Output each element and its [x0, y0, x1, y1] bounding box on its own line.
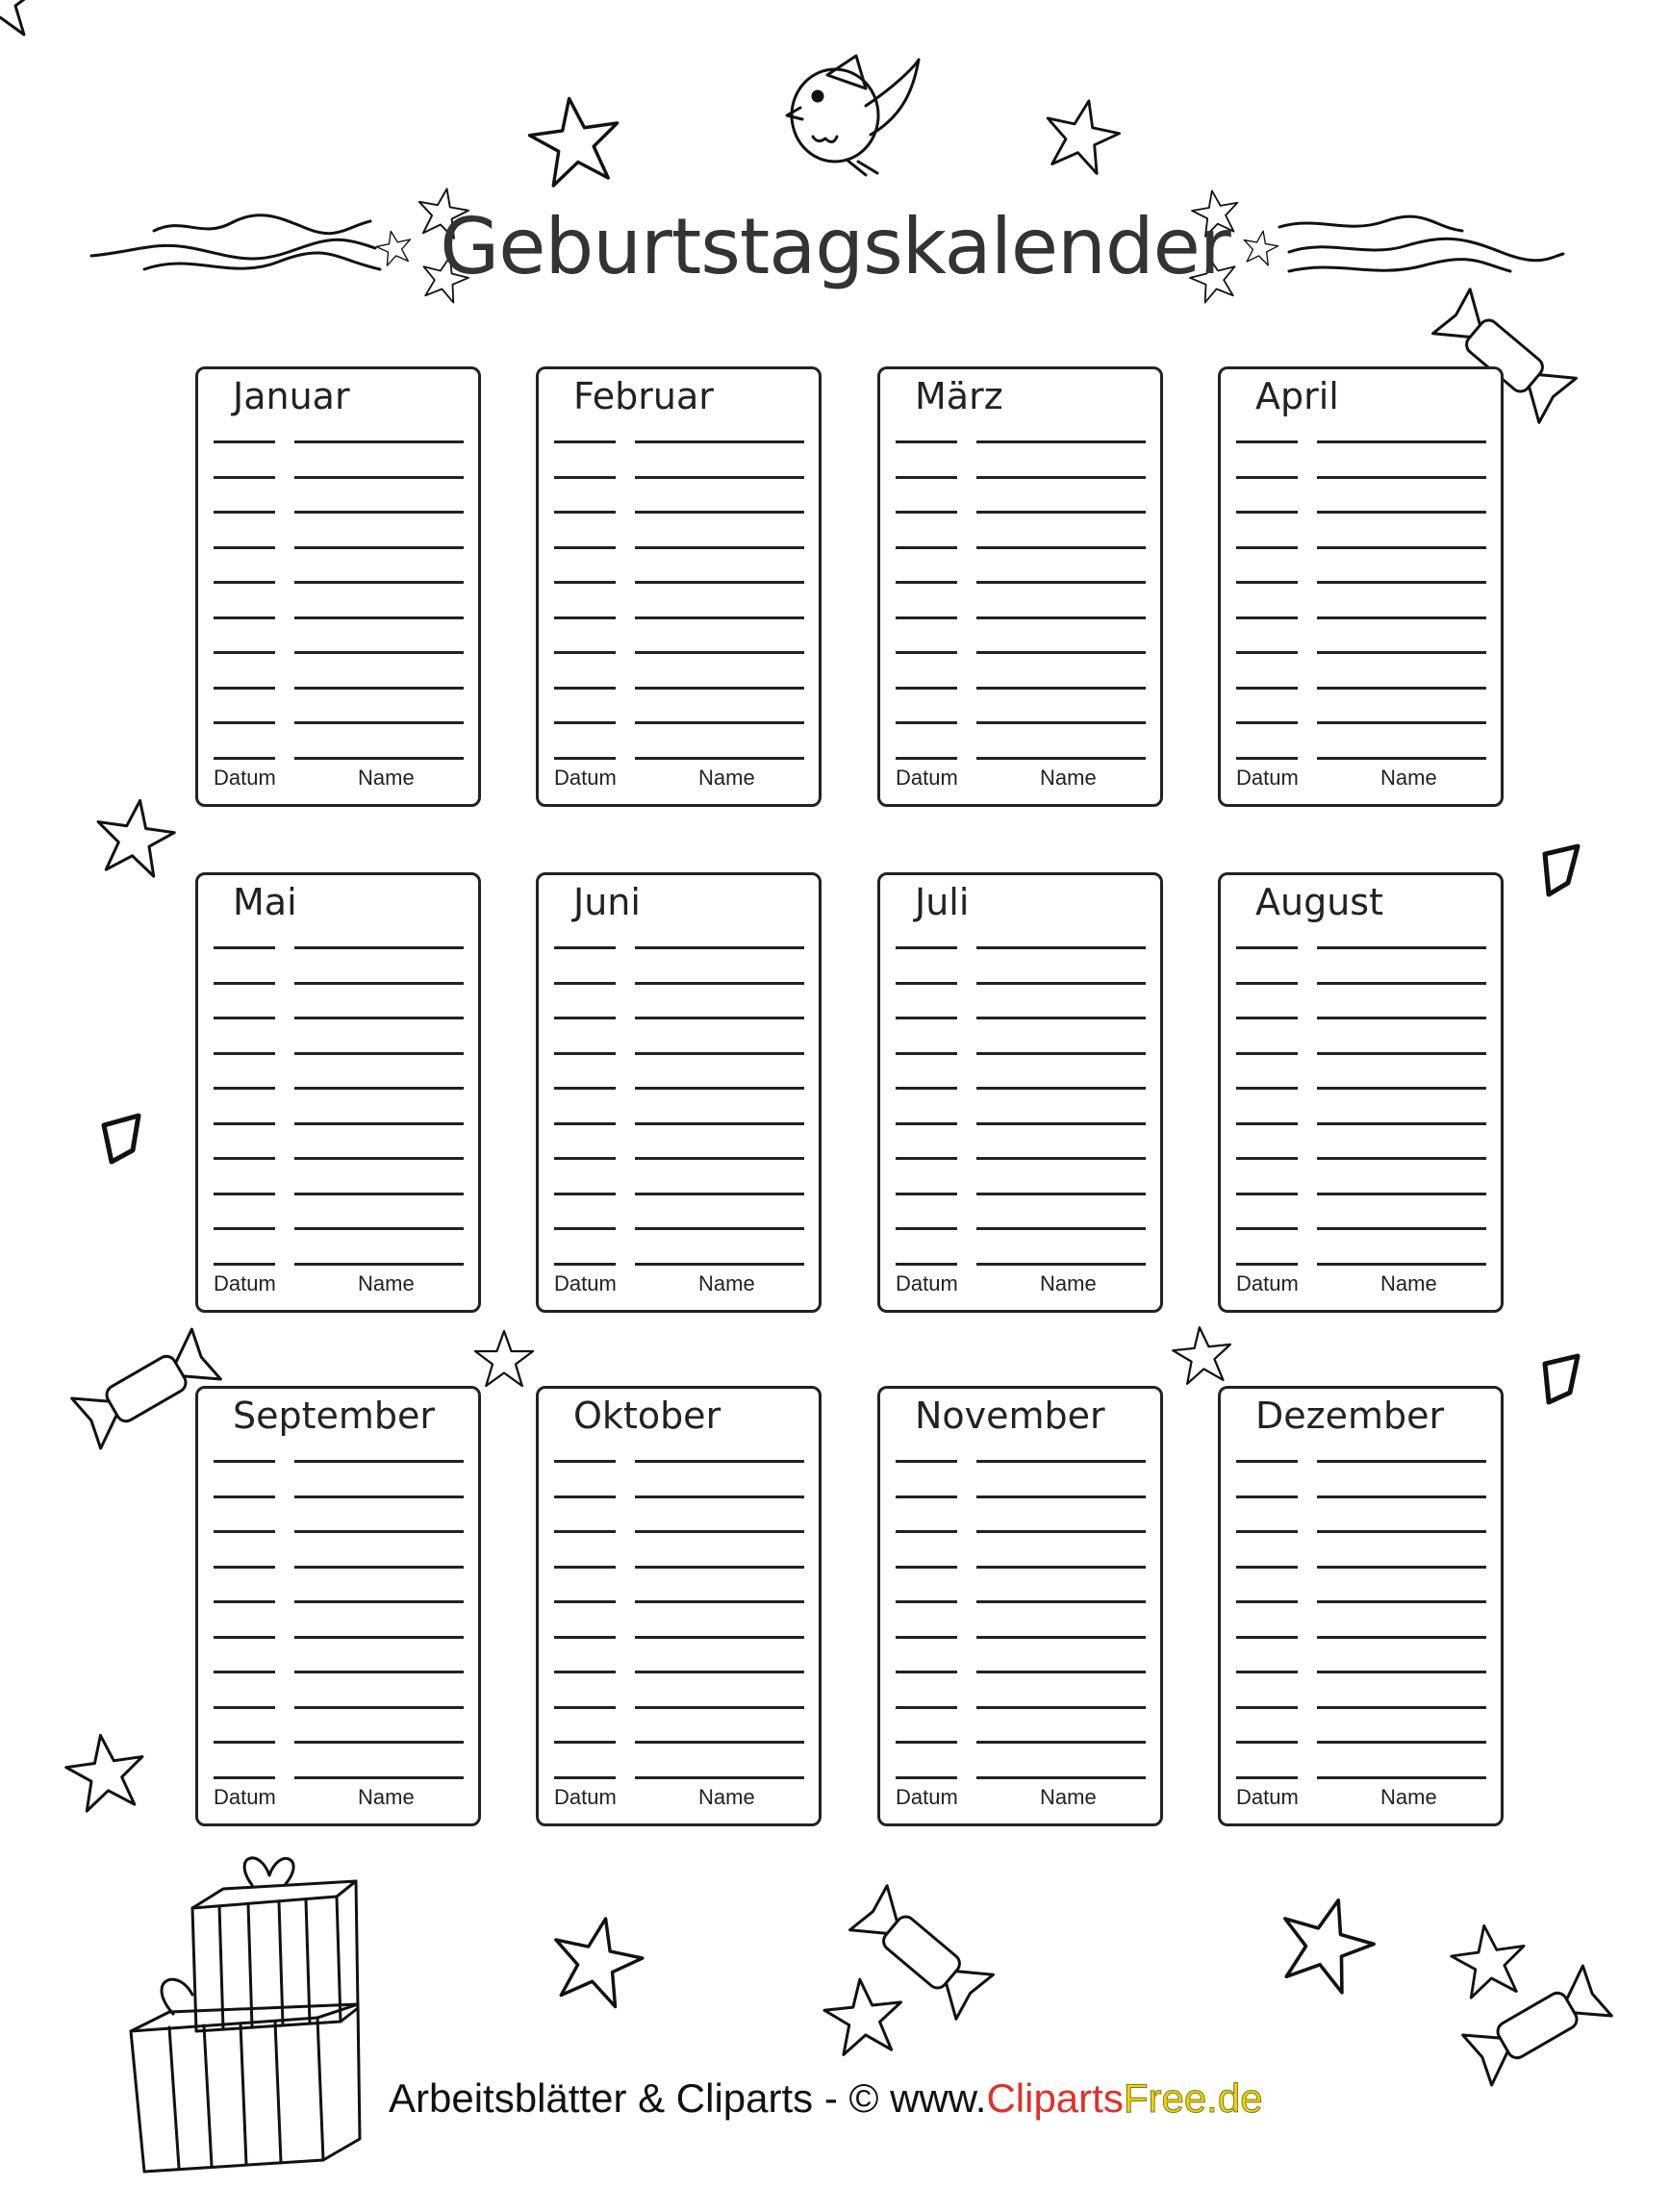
name-column-label: Name — [1380, 1271, 1437, 1295]
date-entry-line[interactable] — [554, 1776, 616, 1779]
month-card — [536, 1386, 822, 1826]
date-entry-line[interactable] — [896, 946, 957, 949]
name-entry-line[interactable] — [294, 1671, 464, 1673]
date-column-label: Datum — [896, 1785, 958, 1809]
date-entry-line[interactable] — [896, 1600, 957, 1603]
date-entry-line[interactable] — [554, 1087, 616, 1090]
date-entry-line[interactable] — [554, 581, 616, 584]
date-entry-line[interactable] — [214, 1157, 275, 1160]
date-entry-line[interactable] — [896, 757, 957, 760]
date-entry-line[interactable] — [214, 1530, 275, 1533]
name-entry-line[interactable] — [294, 1776, 464, 1779]
date-entry-line[interactable] — [896, 546, 957, 549]
party-bird-icon — [787, 56, 919, 175]
date-entry-line[interactable] — [214, 1636, 275, 1639]
name-entry-line[interactable] — [635, 581, 804, 584]
name-entry-line[interactable] — [976, 1263, 1146, 1266]
name-entry-line[interactable] — [976, 476, 1146, 479]
name-column-label: Name — [358, 1785, 415, 1809]
name-entry-line[interactable] — [294, 946, 464, 949]
date-column-label: Datum — [214, 766, 276, 790]
date-entry-line[interactable] — [554, 476, 616, 479]
month-card — [1218, 366, 1504, 807]
date-entry-line[interactable] — [896, 1193, 957, 1195]
date-entry-line[interactable] — [214, 1671, 275, 1673]
name-entry-line[interactable] — [976, 757, 1146, 760]
name-entry-line[interactable] — [635, 1193, 804, 1195]
date-entry-line[interactable] — [214, 1017, 275, 1019]
date-entry-line[interactable] — [896, 651, 957, 654]
name-entry-line[interactable] — [635, 1530, 804, 1533]
date-entry-line[interactable] — [1236, 982, 1298, 985]
date-entry-line[interactable] — [896, 440, 957, 443]
date-entry-line[interactable] — [1236, 1530, 1298, 1533]
date-entry-line[interactable] — [554, 721, 616, 724]
date-entry-line[interactable] — [896, 1157, 957, 1160]
name-entry-line[interactable] — [976, 1566, 1146, 1569]
name-entry-line[interactable] — [1317, 946, 1486, 949]
name-entry-line[interactable] — [635, 476, 804, 479]
name-entry-line[interactable] — [635, 757, 804, 760]
name-entry-line[interactable] — [635, 982, 804, 985]
name-entry-line[interactable] — [294, 616, 464, 619]
date-entry-line[interactable] — [554, 687, 616, 690]
name-entry-line[interactable] — [635, 721, 804, 724]
month-card — [195, 872, 481, 1313]
date-entry-line[interactable] — [554, 1496, 616, 1498]
date-entry-line[interactable] — [554, 946, 616, 949]
page-title: Geburtstagskalender — [440, 202, 1230, 291]
name-entry-line[interactable] — [1317, 1122, 1486, 1125]
name-entry-line[interactable] — [1317, 1460, 1486, 1463]
name-entry-line[interactable] — [635, 1157, 804, 1160]
name-entry-line[interactable] — [1317, 1496, 1486, 1498]
date-entry-line[interactable] — [214, 1776, 275, 1779]
name-entry-line[interactable] — [294, 476, 464, 479]
month-title: Juli — [915, 881, 970, 923]
name-entry-line[interactable] — [635, 511, 804, 514]
date-entry-line[interactable] — [554, 1741, 616, 1744]
month-card — [1218, 1386, 1504, 1826]
name-entry-line[interactable] — [294, 1530, 464, 1533]
name-entry-line[interactable] — [1317, 440, 1486, 443]
date-entry-line[interactable] — [1236, 1600, 1298, 1603]
date-entry-line[interactable] — [554, 1460, 616, 1463]
date-entry-line[interactable] — [214, 1706, 275, 1709]
name-entry-line[interactable] — [294, 1636, 464, 1639]
name-column-label: Name — [1380, 766, 1437, 790]
date-entry-line[interactable] — [554, 546, 616, 549]
date-entry-line[interactable] — [1236, 1157, 1298, 1160]
month-title: März — [915, 375, 1003, 417]
name-entry-line[interactable] — [635, 1052, 804, 1055]
name-entry-line[interactable] — [976, 1087, 1146, 1090]
name-entry-line[interactable] — [976, 1741, 1146, 1744]
date-entry-line[interactable] — [554, 440, 616, 443]
name-entry-line[interactable] — [635, 1636, 804, 1639]
name-entry-line[interactable] — [294, 1227, 464, 1230]
name-entry-line[interactable] — [635, 616, 804, 619]
date-entry-line[interactable] — [896, 581, 957, 584]
name-entry-line[interactable] — [294, 757, 464, 760]
date-column-label: Datum — [1236, 766, 1299, 790]
month-card — [877, 872, 1163, 1313]
date-entry-line[interactable] — [214, 1122, 275, 1125]
date-column-label: Datum — [1236, 1785, 1299, 1809]
date-entry-line[interactable] — [554, 616, 616, 619]
date-column-label: Datum — [1236, 1271, 1299, 1295]
name-entry-line[interactable] — [1317, 1193, 1486, 1195]
month-title: Juni — [573, 881, 641, 923]
date-column-label: Datum — [554, 1271, 617, 1295]
date-entry-line[interactable] — [1236, 1263, 1298, 1266]
name-entry-line[interactable] — [976, 1530, 1146, 1533]
name-entry-line[interactable] — [294, 1600, 464, 1603]
name-entry-line[interactable] — [294, 1263, 464, 1266]
date-entry-line[interactable] — [1236, 1122, 1298, 1125]
name-entry-line[interactable] — [635, 440, 804, 443]
month-card — [536, 366, 822, 807]
name-entry-line[interactable] — [976, 546, 1146, 549]
month-title: November — [915, 1395, 1105, 1437]
date-entry-line[interactable] — [1236, 476, 1298, 479]
name-entry-line[interactable] — [635, 1087, 804, 1090]
date-entry-line[interactable] — [1236, 581, 1298, 584]
name-column-label: Name — [358, 1271, 415, 1295]
name-entry-line[interactable] — [976, 440, 1146, 443]
name-entry-line[interactable] — [976, 687, 1146, 690]
date-entry-line[interactable] — [554, 651, 616, 654]
name-entry-line[interactable] — [1317, 1052, 1486, 1055]
name-column-label: Name — [1040, 766, 1097, 790]
name-entry-line[interactable] — [635, 1122, 804, 1125]
gift-boxes-icon — [131, 1858, 360, 2172]
name-entry-line[interactable] — [294, 721, 464, 724]
name-entry-line[interactable] — [294, 1193, 464, 1195]
date-entry-line[interactable] — [554, 511, 616, 514]
date-entry-line[interactable] — [214, 616, 275, 619]
name-entry-line[interactable] — [1317, 982, 1486, 985]
name-entry-line[interactable] — [635, 546, 804, 549]
month-title: Februar — [573, 375, 714, 417]
date-entry-line[interactable] — [554, 1052, 616, 1055]
month-card — [536, 872, 822, 1313]
date-entry-line[interactable] — [1236, 687, 1298, 690]
name-entry-line[interactable] — [635, 946, 804, 949]
date-entry-line[interactable] — [554, 1636, 616, 1639]
date-entry-line[interactable] — [1236, 757, 1298, 760]
name-entry-line[interactable] — [1317, 1017, 1486, 1019]
date-entry-line[interactable] — [1236, 721, 1298, 724]
name-entry-line[interactable] — [294, 1122, 464, 1125]
month-card — [195, 366, 481, 807]
name-entry-line[interactable] — [635, 1227, 804, 1230]
name-entry-line[interactable] — [635, 1460, 804, 1463]
date-column-label: Datum — [896, 1271, 958, 1295]
month-title: Januar — [233, 375, 350, 417]
month-title: Mai — [233, 881, 297, 923]
date-entry-line[interactable] — [554, 1671, 616, 1673]
date-entry-line[interactable] — [214, 1193, 275, 1195]
month-card — [877, 366, 1163, 807]
date-entry-line[interactable] — [214, 1600, 275, 1603]
date-entry-line[interactable] — [554, 1122, 616, 1125]
date-entry-line[interactable] — [896, 511, 957, 514]
name-entry-line[interactable] — [976, 1193, 1146, 1195]
name-column-label: Name — [1380, 1785, 1437, 1809]
date-column-label: Datum — [214, 1785, 276, 1809]
name-entry-line[interactable] — [976, 581, 1146, 584]
name-entry-line[interactable] — [1317, 1671, 1486, 1673]
date-entry-line[interactable] — [896, 1017, 957, 1019]
date-entry-line[interactable] — [896, 1706, 957, 1709]
name-column-label: Name — [698, 1271, 755, 1295]
name-entry-line[interactable] — [1317, 476, 1486, 479]
date-entry-line[interactable] — [554, 982, 616, 985]
name-entry-line[interactable] — [976, 946, 1146, 949]
name-entry-line[interactable] — [635, 1566, 804, 1569]
name-entry-line[interactable] — [976, 1052, 1146, 1055]
name-entry-line[interactable] — [294, 1706, 464, 1709]
date-entry-line[interactable] — [214, 651, 275, 654]
date-entry-line[interactable] — [214, 1566, 275, 1569]
date-entry-line[interactable] — [554, 1263, 616, 1266]
date-entry-line[interactable] — [1236, 651, 1298, 654]
month-card — [195, 1386, 481, 1826]
name-entry-line[interactable] — [294, 1052, 464, 1055]
date-entry-line[interactable] — [214, 1052, 275, 1055]
date-entry-line[interactable] — [896, 616, 957, 619]
name-entry-line[interactable] — [976, 511, 1146, 514]
name-entry-line[interactable] — [976, 721, 1146, 724]
date-entry-line[interactable] — [554, 1530, 616, 1533]
name-entry-line[interactable] — [635, 1706, 804, 1709]
month-card — [1218, 872, 1504, 1313]
name-entry-line[interactable] — [1317, 1087, 1486, 1090]
date-entry-line[interactable] — [1236, 440, 1298, 443]
date-entry-line[interactable] — [554, 1157, 616, 1160]
date-entry-line[interactable] — [1236, 1496, 1298, 1498]
date-entry-line[interactable] — [554, 1227, 616, 1230]
name-entry-line[interactable] — [976, 1460, 1146, 1463]
name-entry-line[interactable] — [294, 982, 464, 985]
date-column-label: Datum — [896, 766, 958, 790]
name-entry-line[interactable] — [1317, 721, 1486, 724]
date-entry-line[interactable] — [896, 1087, 957, 1090]
date-entry-line[interactable] — [1236, 1636, 1298, 1639]
name-entry-line[interactable] — [976, 1157, 1146, 1160]
date-entry-line[interactable] — [1236, 511, 1298, 514]
name-entry-line[interactable] — [1317, 1263, 1486, 1266]
footer-brand-yellow: Free.de — [1123, 2075, 1263, 2121]
name-entry-line[interactable] — [294, 1496, 464, 1498]
date-entry-line[interactable] — [214, 946, 275, 949]
name-column-label: Name — [1040, 1271, 1097, 1295]
date-entry-line[interactable] — [214, 1460, 275, 1463]
name-entry-line[interactable] — [1317, 546, 1486, 549]
month-title: Dezember — [1255, 1395, 1445, 1437]
name-entry-line[interactable] — [1317, 1227, 1486, 1230]
name-entry-line[interactable] — [635, 687, 804, 690]
date-entry-line[interactable] — [896, 1122, 957, 1125]
name-entry-line[interactable] — [1317, 581, 1486, 584]
name-entry-line[interactable] — [976, 1227, 1146, 1230]
name-entry-line[interactable] — [1317, 651, 1486, 654]
name-column-label: Name — [698, 1785, 755, 1809]
date-entry-line[interactable] — [896, 1227, 957, 1230]
name-entry-line[interactable] — [1317, 1636, 1486, 1639]
date-entry-line[interactable] — [896, 1460, 957, 1463]
name-entry-line[interactable] — [294, 1087, 464, 1090]
date-entry-line[interactable] — [896, 1530, 957, 1533]
name-entry-line[interactable] — [294, 687, 464, 690]
footer-prefix: Arbeitsblätter & Cliparts - © www. — [389, 2075, 987, 2121]
date-entry-line[interactable] — [896, 1052, 957, 1055]
name-entry-line[interactable] — [1317, 1706, 1486, 1709]
date-entry-line[interactable] — [214, 1227, 275, 1230]
name-entry-line[interactable] — [294, 511, 464, 514]
month-card — [877, 1386, 1163, 1826]
name-entry-line[interactable] — [635, 1600, 804, 1603]
name-entry-line[interactable] — [635, 1776, 804, 1779]
date-entry-line[interactable] — [1236, 1087, 1298, 1090]
date-entry-line[interactable] — [1236, 1566, 1298, 1569]
name-entry-line[interactable] — [976, 651, 1146, 654]
date-entry-line[interactable] — [896, 1566, 957, 1569]
name-column-label: Name — [1040, 1785, 1097, 1809]
date-entry-line[interactable] — [896, 1741, 957, 1744]
name-entry-line[interactable] — [1317, 757, 1486, 760]
name-entry-line[interactable] — [1317, 1741, 1486, 1744]
name-entry-line[interactable] — [976, 1636, 1146, 1639]
date-entry-line[interactable] — [554, 1600, 616, 1603]
name-entry-line[interactable] — [635, 1263, 804, 1266]
name-entry-line[interactable] — [976, 1017, 1146, 1019]
date-entry-line[interactable] — [214, 546, 275, 549]
date-entry-line[interactable] — [896, 982, 957, 985]
date-entry-line[interactable] — [896, 1263, 957, 1266]
name-entry-line[interactable] — [976, 1496, 1146, 1498]
name-entry-line[interactable] — [635, 1017, 804, 1019]
name-entry-line[interactable] — [1317, 1600, 1486, 1603]
name-entry-line[interactable] — [1317, 1566, 1486, 1569]
name-entry-line[interactable] — [976, 1600, 1146, 1603]
month-title: September — [233, 1395, 436, 1437]
name-entry-line[interactable] — [294, 1741, 464, 1744]
name-entry-line[interactable] — [976, 1706, 1146, 1709]
date-entry-line[interactable] — [1236, 1671, 1298, 1673]
name-entry-line[interactable] — [294, 1566, 464, 1569]
date-entry-line[interactable] — [896, 1636, 957, 1639]
date-entry-line[interactable] — [214, 476, 275, 479]
name-entry-line[interactable] — [976, 616, 1146, 619]
star-icon — [0, 0, 38, 35]
name-column-label: Name — [698, 766, 755, 790]
name-entry-line[interactable] — [976, 1671, 1146, 1673]
date-entry-line[interactable] — [554, 1017, 616, 1019]
month-title: August — [1255, 881, 1383, 923]
name-entry-line[interactable] — [635, 1496, 804, 1498]
name-entry-line[interactable] — [294, 546, 464, 549]
name-entry-line[interactable] — [635, 651, 804, 654]
name-entry-line[interactable] — [1317, 616, 1486, 619]
date-column-label: Datum — [554, 766, 617, 790]
name-entry-line[interactable] — [1317, 1530, 1486, 1533]
date-entry-line[interactable] — [1236, 616, 1298, 619]
name-entry-line[interactable] — [294, 1157, 464, 1160]
date-entry-line[interactable] — [1236, 1460, 1298, 1463]
date-entry-line[interactable] — [1236, 1052, 1298, 1055]
name-entry-line[interactable] — [635, 1741, 804, 1744]
name-entry-line[interactable] — [1317, 511, 1486, 514]
date-entry-line[interactable] — [214, 1741, 275, 1744]
name-column-label: Name — [358, 766, 415, 790]
month-title: April — [1255, 375, 1339, 417]
date-column-label: Datum — [214, 1271, 276, 1295]
date-entry-line[interactable] — [554, 1706, 616, 1709]
name-entry-line[interactable] — [294, 440, 464, 443]
date-entry-line[interactable] — [1236, 1227, 1298, 1230]
name-entry-line[interactable] — [294, 1017, 464, 1019]
name-entry-line[interactable] — [294, 651, 464, 654]
date-entry-line[interactable] — [214, 1263, 275, 1266]
date-entry-line[interactable] — [214, 511, 275, 514]
month-title: Oktober — [573, 1395, 721, 1437]
date-entry-line[interactable] — [214, 721, 275, 724]
date-entry-line[interactable] — [1236, 946, 1298, 949]
date-entry-line[interactable] — [896, 1776, 957, 1779]
date-entry-line[interactable] — [214, 1087, 275, 1090]
date-entry-line[interactable] — [1236, 1193, 1298, 1195]
date-entry-line[interactable] — [896, 687, 957, 690]
date-entry-line[interactable] — [1236, 546, 1298, 549]
date-entry-line[interactable] — [214, 440, 275, 443]
date-entry-line[interactable] — [896, 476, 957, 479]
name-entry-line[interactable] — [1317, 1776, 1486, 1779]
name-entry-line[interactable] — [976, 1776, 1146, 1779]
date-entry-line[interactable] — [1236, 1706, 1298, 1709]
date-entry-line[interactable] — [214, 1496, 275, 1498]
date-entry-line[interactable] — [214, 581, 275, 584]
date-entry-line[interactable] — [214, 687, 275, 690]
date-entry-line[interactable] — [214, 757, 275, 760]
date-entry-line[interactable] — [1236, 1017, 1298, 1019]
name-entry-line[interactable] — [976, 982, 1146, 985]
date-entry-line[interactable] — [554, 757, 616, 760]
date-entry-line[interactable] — [896, 1671, 957, 1673]
date-column-label: Datum — [554, 1785, 617, 1809]
date-entry-line[interactable] — [896, 1496, 957, 1498]
name-entry-line[interactable] — [976, 1122, 1146, 1125]
footer-credit — [389, 2075, 1263, 2122]
date-entry-line[interactable] — [1236, 1741, 1298, 1744]
name-entry-line[interactable] — [1317, 687, 1486, 690]
date-entry-line[interactable] — [896, 721, 957, 724]
date-entry-line[interactable] — [1236, 1776, 1298, 1779]
name-entry-line[interactable] — [635, 1671, 804, 1673]
date-entry-line[interactable] — [554, 1566, 616, 1569]
name-entry-line[interactable] — [294, 581, 464, 584]
name-entry-line[interactable] — [294, 1460, 464, 1463]
date-entry-line[interactable] — [214, 982, 275, 985]
date-entry-line[interactable] — [554, 1193, 616, 1195]
name-entry-line[interactable] — [1317, 1157, 1486, 1160]
footer-brand-red: Cliparts — [986, 2075, 1124, 2121]
